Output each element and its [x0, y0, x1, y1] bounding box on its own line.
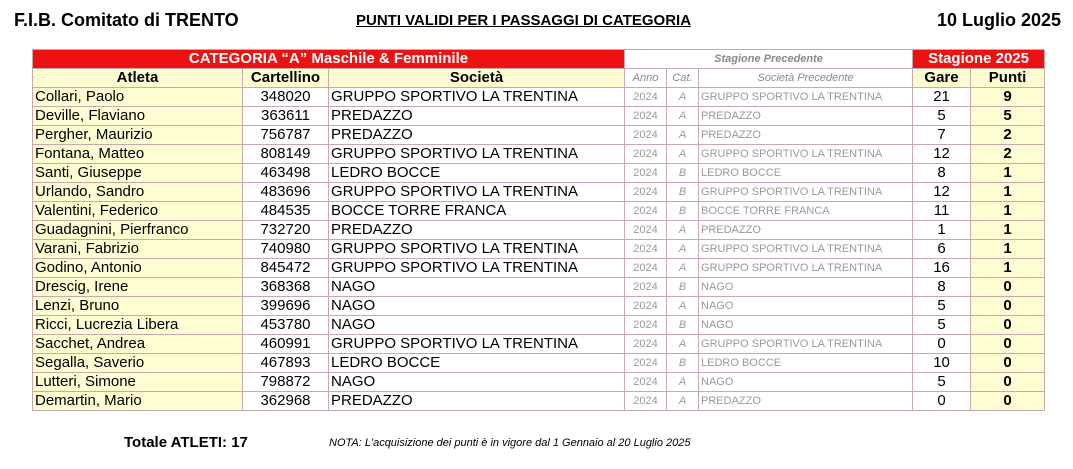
cell-atleta: Valentini, Federico — [33, 202, 243, 221]
cell-punti: 9 — [971, 88, 1045, 107]
cell-gare: 16 — [913, 259, 971, 278]
cell-societa-prec: NAGO — [699, 278, 913, 297]
cell-societa: PREDAZZO — [329, 392, 625, 411]
col-cat: Cat. — [667, 69, 699, 88]
cell-cat: B — [667, 278, 699, 297]
cell-cartellino: 740980 — [243, 240, 329, 259]
cell-societa: NAGO — [329, 316, 625, 335]
previous-season-title: Stagione Precedente — [625, 50, 913, 69]
table-row — [33, 278, 1045, 297]
cell-anno: 2024 — [625, 354, 667, 373]
table-row — [33, 240, 1045, 259]
cell-societa-prec: BOCCE TORRE FRANCA — [699, 202, 913, 221]
table-column-header — [33, 69, 1045, 88]
cell-punti: 1 — [971, 202, 1045, 221]
table-row — [33, 107, 1045, 126]
results-table — [32, 49, 1045, 411]
cell-atleta: Sacchet, Andrea — [33, 335, 243, 354]
table-row — [33, 202, 1045, 221]
cell-societa: GRUPPO SPORTIVO LA TRENTINA — [329, 183, 625, 202]
cell-cat: A — [667, 392, 699, 411]
cell-societa-prec: GRUPPO SPORTIVO LA TRENTINA — [699, 335, 913, 354]
cell-atleta: Drescig, Irene — [33, 278, 243, 297]
cell-cat: A — [667, 221, 699, 240]
cell-cartellino: 463498 — [243, 164, 329, 183]
cell-societa: NAGO — [329, 297, 625, 316]
cell-cartellino: 362968 — [243, 392, 329, 411]
cell-punti: 2 — [971, 145, 1045, 164]
cell-gare: 5 — [913, 107, 971, 126]
cell-gare: 12 — [913, 183, 971, 202]
cell-societa-prec: GRUPPO SPORTIVO LA TRENTINA — [699, 259, 913, 278]
cell-atleta: Varani, Fabrizio — [33, 240, 243, 259]
cell-gare: 5 — [913, 316, 971, 335]
cell-societa: NAGO — [329, 278, 625, 297]
table-row — [33, 297, 1045, 316]
cell-punti: 1 — [971, 164, 1045, 183]
cell-cartellino: 453780 — [243, 316, 329, 335]
cell-cartellino: 483696 — [243, 183, 329, 202]
cell-atleta: Deville, Flaviano — [33, 107, 243, 126]
table-row — [33, 373, 1045, 392]
cell-cartellino: 732720 — [243, 221, 329, 240]
season-title: Stagione 2025 — [913, 50, 1045, 69]
cell-societa: GRUPPO SPORTIVO LA TRENTINA — [329, 88, 625, 107]
cell-anno: 2024 — [625, 126, 667, 145]
col-anno: Anno — [625, 69, 667, 88]
cell-cat: A — [667, 297, 699, 316]
cell-cartellino: 484535 — [243, 202, 329, 221]
cell-gare: 5 — [913, 373, 971, 392]
document-date: 10 Luglio 2025 — [936, 10, 1061, 30]
committee-title: F.I.B. Comitato di TRENTO — [14, 10, 239, 30]
cell-societa-prec: GRUPPO SPORTIVO LA TRENTINA — [699, 88, 913, 107]
cell-societa-prec: PREDAZZO — [699, 221, 913, 240]
cell-anno: 2024 — [625, 221, 667, 240]
cell-atleta: Lutteri, Simone — [33, 373, 243, 392]
cell-societa-prec: PREDAZZO — [699, 107, 913, 126]
cell-atleta: Santi, Giuseppe — [33, 164, 243, 183]
cell-societa: LEDRO BOCCE — [329, 354, 625, 373]
cell-gare: 0 — [913, 335, 971, 354]
table-row — [33, 145, 1045, 164]
cell-gare: 0 — [913, 392, 971, 411]
cell-societa-prec: LEDRO BOCCE — [699, 354, 913, 373]
cell-cat: A — [667, 259, 699, 278]
table-row — [33, 316, 1045, 335]
cell-anno: 2024 — [625, 240, 667, 259]
cell-cat: A — [667, 145, 699, 164]
cell-punti: 5 — [971, 107, 1045, 126]
cell-cat: A — [667, 107, 699, 126]
cell-cat: B — [667, 354, 699, 373]
cell-atleta: Lenzi, Bruno — [33, 297, 243, 316]
category-title: CATEGORIA “A” Maschile & Femminile — [33, 50, 625, 69]
cell-cartellino: 467893 — [243, 354, 329, 373]
cell-cat: A — [667, 373, 699, 392]
table-row — [33, 335, 1045, 354]
cell-anno: 2024 — [625, 278, 667, 297]
cell-gare: 8 — [913, 278, 971, 297]
cell-punti: 0 — [971, 354, 1045, 373]
cell-cat: B — [667, 316, 699, 335]
cell-societa-prec: GRUPPO SPORTIVO LA TRENTINA — [699, 183, 913, 202]
table-row — [33, 88, 1045, 107]
table-row — [33, 126, 1045, 145]
cell-atleta: Demartin, Mario — [33, 392, 243, 411]
cell-anno: 2024 — [625, 202, 667, 221]
col-cartellino: Cartellino — [243, 69, 329, 88]
cell-societa-prec: NAGO — [699, 373, 913, 392]
col-societa-prec: Società Precedente — [699, 69, 913, 88]
cell-punti: 0 — [971, 392, 1045, 411]
cell-cat: B — [667, 183, 699, 202]
cell-punti: 2 — [971, 126, 1045, 145]
cell-cat: B — [667, 202, 699, 221]
cell-societa: NAGO — [329, 373, 625, 392]
cell-atleta: Ricci, Lucrezia Libera — [33, 316, 243, 335]
cell-cat: A — [667, 126, 699, 145]
cell-gare: 21 — [913, 88, 971, 107]
cell-anno: 2024 — [625, 107, 667, 126]
col-punti: Punti — [971, 69, 1045, 88]
cell-societa: GRUPPO SPORTIVO LA TRENTINA — [329, 240, 625, 259]
cell-punti: 0 — [971, 278, 1045, 297]
cell-cartellino: 808149 — [243, 145, 329, 164]
cell-cat: A — [667, 240, 699, 259]
cell-societa: GRUPPO SPORTIVO LA TRENTINA — [329, 145, 625, 164]
cell-gare: 12 — [913, 145, 971, 164]
cell-punti: 1 — [971, 259, 1045, 278]
table-row — [33, 259, 1045, 278]
cell-gare: 1 — [913, 221, 971, 240]
cell-societa: PREDAZZO — [329, 107, 625, 126]
cell-anno: 2024 — [625, 183, 667, 202]
col-gare: Gare — [913, 69, 971, 88]
cell-cartellino: 399696 — [243, 297, 329, 316]
footnote: NOTA: L'acquisizione dei punti è in vigore dal 1 Gennaio al 20 Luglio 2025 — [329, 437, 691, 449]
cell-cartellino: 798872 — [243, 373, 329, 392]
cell-societa: GRUPPO SPORTIVO LA TRENTINA — [329, 259, 625, 278]
cell-societa-prec: NAGO — [699, 297, 913, 316]
cell-societa: PREDAZZO — [329, 126, 625, 145]
cell-gare: 11 — [913, 202, 971, 221]
cell-cartellino: 756787 — [243, 126, 329, 145]
cell-atleta: Segalla, Saverio — [33, 354, 243, 373]
cell-anno: 2024 — [625, 373, 667, 392]
cell-cartellino: 368368 — [243, 278, 329, 297]
cell-anno: 2024 — [625, 316, 667, 335]
cell-anno: 2024 — [625, 145, 667, 164]
cell-punti: 0 — [971, 373, 1045, 392]
table-row — [33, 183, 1045, 202]
cell-cartellino: 348020 — [243, 88, 329, 107]
cell-atleta: Godino, Antonio — [33, 259, 243, 278]
cell-societa-prec: NAGO — [699, 316, 913, 335]
cell-societa: PREDAZZO — [329, 221, 625, 240]
cell-punti: 1 — [971, 183, 1045, 202]
cell-atleta: Pergher, Maurizio — [33, 126, 243, 145]
cell-anno: 2024 — [625, 297, 667, 316]
cell-gare: 7 — [913, 126, 971, 145]
cell-societa-prec: PREDAZZO — [699, 392, 913, 411]
cell-gare: 8 — [913, 164, 971, 183]
cell-cat: A — [667, 88, 699, 107]
cell-societa-prec: GRUPPO SPORTIVO LA TRENTINA — [699, 240, 913, 259]
cell-societa: LEDRO BOCCE — [329, 164, 625, 183]
cell-societa-prec: PREDAZZO — [699, 126, 913, 145]
cell-cartellino: 845472 — [243, 259, 329, 278]
cell-gare: 10 — [913, 354, 971, 373]
document-title: PUNTI VALIDI PER I PASSAGGI DI CATEGORIA — [356, 12, 692, 29]
cell-anno: 2024 — [625, 335, 667, 354]
table-row — [33, 392, 1045, 411]
cell-punti: 0 — [971, 316, 1045, 335]
cell-anno: 2024 — [625, 164, 667, 183]
cell-punti: 1 — [971, 221, 1045, 240]
cell-anno: 2024 — [625, 88, 667, 107]
cell-atleta: Urlando, Sandro — [33, 183, 243, 202]
col-atleta: Atleta — [33, 69, 243, 88]
cell-cat: B — [667, 164, 699, 183]
cell-punti: 1 — [971, 240, 1045, 259]
cell-gare: 5 — [913, 297, 971, 316]
cell-atleta: Guadagnini, Pierfranco — [33, 221, 243, 240]
cell-cat: A — [667, 335, 699, 354]
total-athletes: Totale ATLETI: 17 — [124, 434, 248, 451]
cell-gare: 6 — [913, 240, 971, 259]
cell-anno: 2024 — [625, 392, 667, 411]
table-group-header — [33, 50, 1045, 69]
cell-punti: 0 — [971, 297, 1045, 316]
col-societa: Società — [329, 69, 625, 88]
cell-atleta: Fontana, Matteo — [33, 145, 243, 164]
cell-societa: BOCCE TORRE FRANCA — [329, 202, 625, 221]
table-row — [33, 221, 1045, 240]
cell-societa-prec: GRUPPO SPORTIVO LA TRENTINA — [699, 145, 913, 164]
table-row — [33, 354, 1045, 373]
cell-societa: GRUPPO SPORTIVO LA TRENTINA — [329, 335, 625, 354]
cell-anno: 2024 — [625, 259, 667, 278]
cell-punti: 0 — [971, 335, 1045, 354]
table-row — [33, 164, 1045, 183]
cell-cartellino: 363611 — [243, 107, 329, 126]
cell-societa-prec: LEDRO BOCCE — [699, 164, 913, 183]
cell-atleta: Collari, Paolo — [33, 88, 243, 107]
cell-cartellino: 460991 — [243, 335, 329, 354]
